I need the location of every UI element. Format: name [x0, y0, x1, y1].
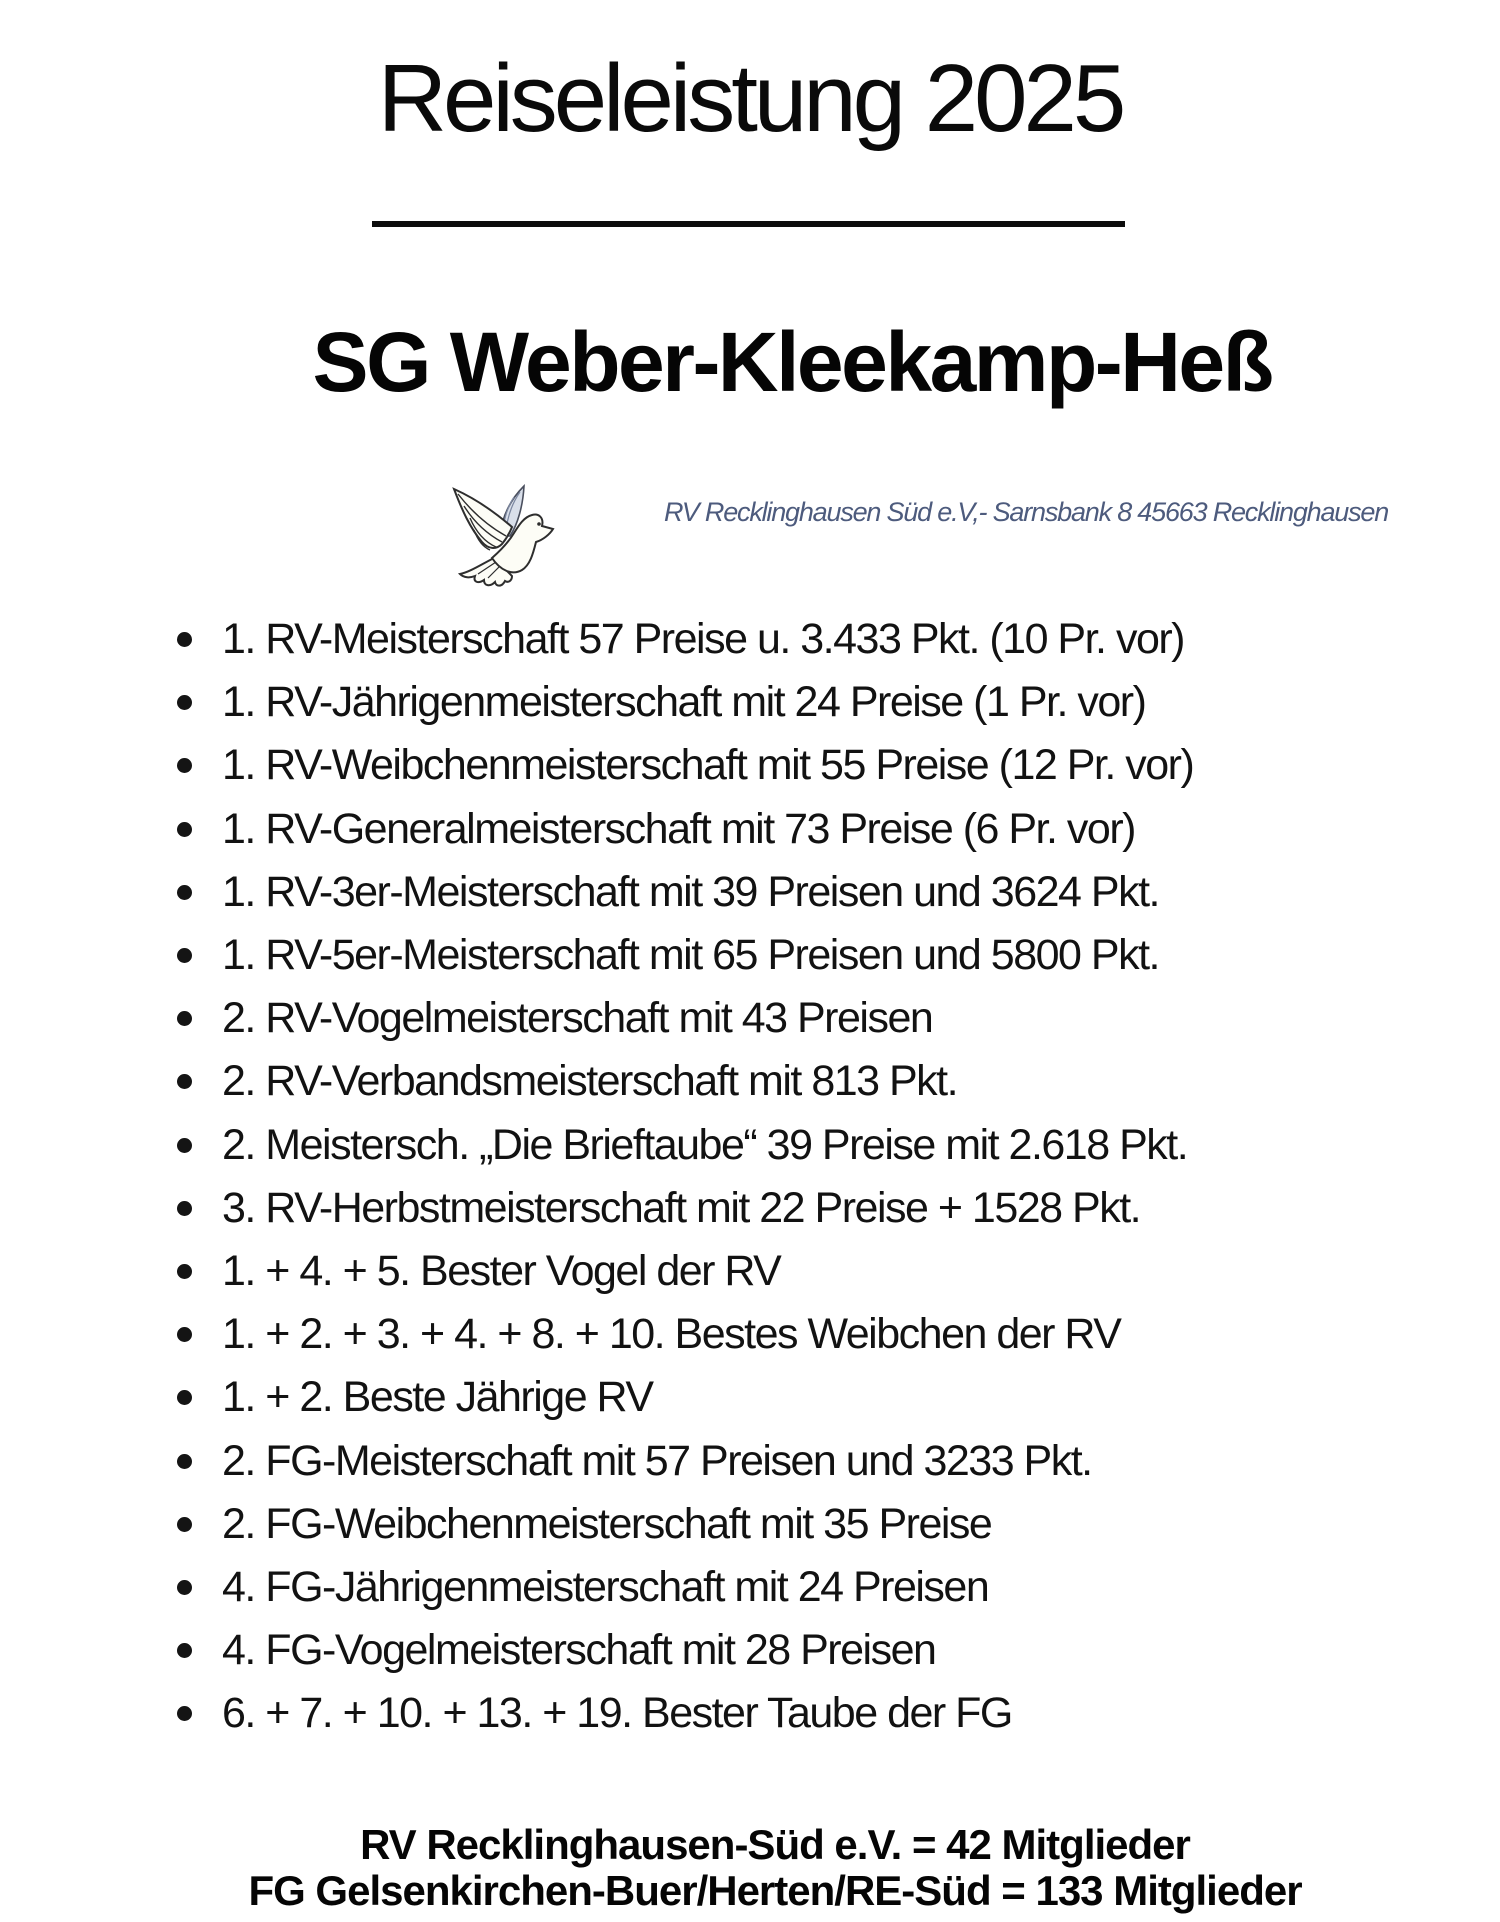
bullet-icon [177, 1074, 192, 1089]
bullet-icon [177, 1390, 192, 1405]
bullet-icon [177, 1454, 192, 1469]
result-text: 1. RV-Jährigenmeisterschaft mit 24 Preise (1 Pr. vor) [222, 678, 1146, 727]
membership-line-fg: FG Gelsenkirchen-Buer/Herten/RE-Süd = 133 Mitglieder [248, 1867, 1302, 1914]
results-list [177, 608, 1193, 1745]
result-text: 4. FG-Jährigenmeisterschaft mit 24 Preisen [222, 1562, 989, 1611]
result-text: 2. RV-Vogelmeisterschaft mit 43 Preisen [222, 994, 933, 1043]
dove-icon [440, 470, 580, 610]
result-item [177, 1619, 1193, 1682]
result-item [177, 1050, 1193, 1113]
bullet-icon [177, 1580, 192, 1595]
bullet-icon [177, 1327, 192, 1342]
bullet-icon [177, 1517, 192, 1532]
result-item [177, 1429, 1193, 1492]
bullet-icon [177, 1264, 192, 1279]
result-text: 2. FG-Weibchenmeisterschaft mit 35 Preise [222, 1499, 992, 1548]
result-text: 1. + 2. Beste Jährige RV [222, 1373, 653, 1422]
result-item [177, 734, 1193, 797]
result-text: 1. + 4. + 5. Bester Vogel der RV [222, 1246, 781, 1295]
result-item [177, 1177, 1193, 1240]
page-title: Reiseleistung 2025 [377, 45, 1123, 152]
bullet-icon [177, 1706, 192, 1721]
bullet-icon [177, 1138, 192, 1153]
result-item [177, 1493, 1193, 1556]
bullet-icon [177, 1643, 192, 1658]
result-text: 1. RV-Generalmeisterschaft mit 73 Preise (6 Pr. vor) [222, 804, 1135, 853]
team-name: SG Weber-Kleekamp-Heß [312, 315, 1272, 409]
result-text: 1. RV-3er-Meisterschaft mit 39 Preisen und 3624 Pkt. [222, 867, 1159, 916]
result-item [177, 1240, 1193, 1303]
result-item [177, 924, 1193, 987]
result-item [177, 608, 1193, 671]
bullet-icon [177, 822, 192, 837]
result-item [177, 798, 1193, 861]
result-text: 2. FG-Meisterschaft mit 57 Preisen und 3233 Pkt. [222, 1436, 1092, 1485]
result-text: 1. RV-Meisterschaft 57 Preise u. 3.433 Pkt. (10 Pr. vor) [222, 615, 1185, 664]
result-text: 1. RV-5er-Meisterschaft mit 65 Preisen und 5800 Pkt. [222, 931, 1159, 980]
result-text: 4. FG-Vogelmeisterschaft mit 28 Preisen [222, 1626, 936, 1675]
membership-line-rv: RV Recklinghausen-Süd e.V. = 42 Mitglieder [360, 1821, 1190, 1868]
club-address-line: RV Recklinghausen Süd e.V,- Sarnsbank 8 45663 Recklinghausen [664, 497, 1389, 527]
result-text: 3. RV-Herbstmeisterschaft mit 22 Preise + 1528 Pkt. [222, 1183, 1141, 1232]
result-text: 1. RV-Weibchenmeisterschaft mit 55 Preise (12 Pr. vor) [222, 741, 1194, 790]
result-item [177, 987, 1193, 1050]
result-text: 1. + 2. + 3. + 4. + 8. + 10. Bestes Weibchen der RV [222, 1310, 1121, 1359]
bullet-icon [177, 1011, 192, 1026]
result-text: 6. + 7. + 10. + 13. + 19. Bester Taube der FG [222, 1689, 1012, 1738]
bullet-icon [177, 1201, 192, 1216]
result-item [177, 1303, 1193, 1366]
result-item [177, 1114, 1193, 1177]
bullet-icon [177, 885, 192, 900]
result-item [177, 1682, 1193, 1745]
result-item [177, 861, 1193, 924]
title-divider [372, 221, 1125, 227]
membership-summary [25, 1822, 1500, 1914]
result-text: 2. Meistersch. „Die Brieftaube“ 39 Preise mit 2.618 Pkt. [222, 1120, 1188, 1169]
result-item [177, 1366, 1193, 1429]
result-text: 2. RV-Verbandsmeisterschaft mit 813 Pkt. [222, 1057, 958, 1106]
result-item [177, 671, 1193, 734]
bullet-icon [177, 695, 192, 710]
bullet-icon [177, 758, 192, 773]
bullet-icon [177, 948, 192, 963]
bullet-icon [177, 632, 192, 647]
result-item [177, 1556, 1193, 1619]
